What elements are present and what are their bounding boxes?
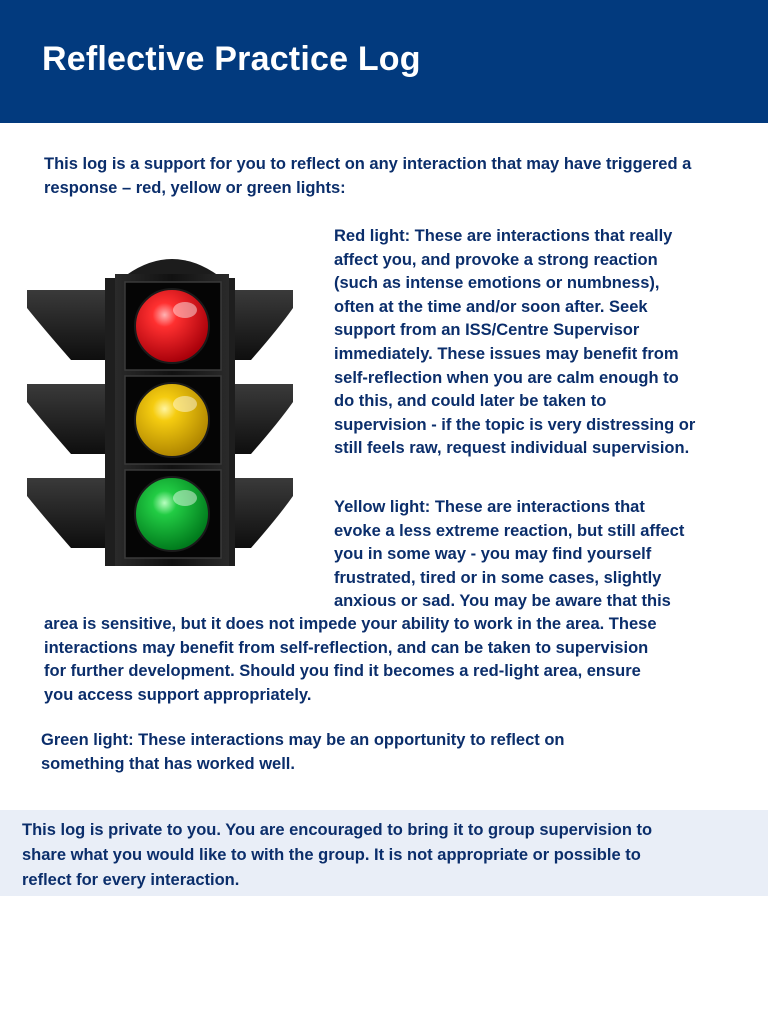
text-line: reflect for every interaction. — [22, 871, 240, 889]
text-line: immediately. These issues may benefit from — [334, 344, 679, 363]
page-header — [0, 0, 768, 123]
text-line: self-reflection when you are calm enough to — [334, 368, 679, 387]
text-line: you in some way - you may find yourself — [334, 545, 652, 564]
text-line: you access support appropriately. — [44, 685, 312, 704]
yellow-light-text — [334, 496, 744, 614]
privacy-note-box — [0, 810, 768, 896]
text-line: anxious or sad. You may be aware that this — [334, 592, 671, 611]
page-title: Reflective Practice Log — [42, 40, 421, 78]
text-line: This log is private to you. You are encouraged to bring it to group supervision to — [22, 821, 653, 839]
text-line: frustrated, tired or in some cases, slightly — [334, 568, 662, 587]
text-line: Red light: These are interactions that really — [334, 227, 673, 245]
text-line: Yellow light: These are interactions that — [334, 498, 645, 516]
text-line: Green light: These interactions may be an opportunity to reflect on — [41, 731, 565, 749]
intro-text: This log is a support for you to reflect on any interaction that may have triggered a response – red, yellow or green lights: — [44, 155, 692, 197]
red-light-text — [334, 225, 744, 461]
privacy-note-text — [22, 818, 742, 893]
text-line: often at the time and/or soon after. Seek — [334, 297, 648, 316]
text-line: do this, and could later be taken to — [334, 392, 607, 411]
yellow-light-text-continued — [44, 613, 744, 707]
text-line: still feels raw, request individual supervision. — [334, 439, 690, 458]
text-line: (such as intense emotions or numbness), — [334, 274, 660, 293]
text-line: affect you, and provoke a strong reaction — [334, 250, 658, 269]
text-line: share what you would like to with the group. It is not appropriate or possible to — [22, 846, 641, 864]
text-line: area is sensitive, but it does not impede your ability to work in the area. These — [44, 615, 657, 633]
text-line: evoke a less extreme reaction, but still affect — [334, 521, 685, 540]
text-line: supervision - if the topic is very distressing or — [334, 415, 696, 434]
text-line: something that has worked well. — [41, 754, 295, 773]
text-line: support from an ISS/Centre Supervisor — [334, 321, 640, 340]
text-line: for further development. Should you find it becomes a red-light area, ensure — [44, 662, 641, 681]
green-light-text — [41, 729, 721, 776]
text-line: interactions may benefit from self-reflection, and can be taken to supervision — [44, 638, 649, 657]
traffic-light-icon — [25, 248, 295, 570]
